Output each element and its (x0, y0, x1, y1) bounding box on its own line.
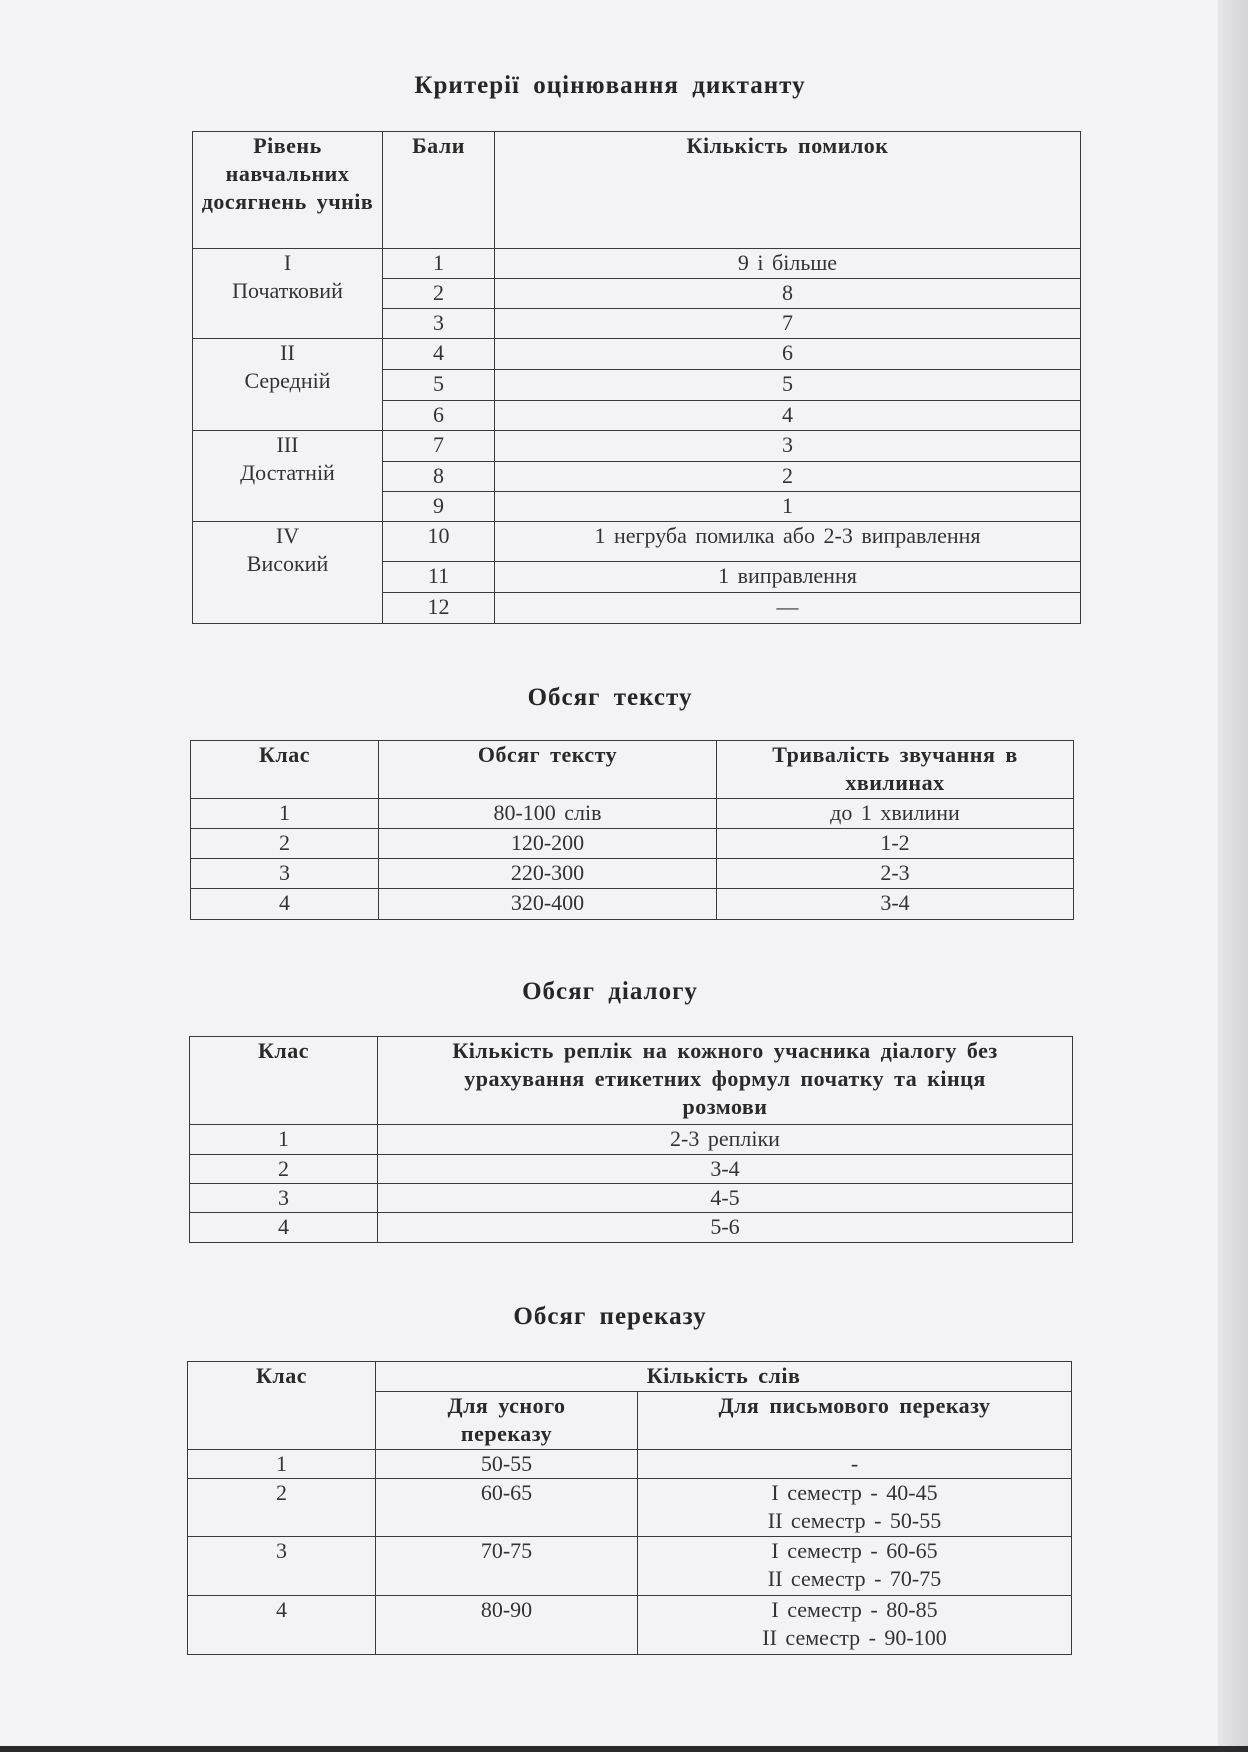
class-cell: 3 (190, 1184, 378, 1213)
header-duration: Тривалість звучання в хвилинах (717, 741, 1074, 799)
class-cell: 1 (188, 1450, 376, 1479)
table-row (191, 859, 1074, 889)
retelling-table (187, 1361, 1072, 1655)
table-row (188, 1596, 1072, 1655)
header-class: Клас (190, 1037, 378, 1125)
level-cell (193, 339, 383, 431)
table-row (193, 249, 1081, 279)
table-row (190, 1125, 1073, 1155)
level-roman: IV (275, 523, 300, 548)
level-roman: II (280, 340, 295, 365)
class-cell: 2 (191, 829, 379, 859)
errors-cell: 7 (495, 309, 1081, 339)
score-cell: 3 (383, 309, 495, 339)
replicas-cell: 3-4 (378, 1155, 1073, 1184)
score-cell: 10 (383, 522, 495, 562)
score-cell: 6 (383, 401, 495, 431)
written-line: I семестр - 40-45 (771, 1480, 938, 1505)
table-row (190, 1213, 1073, 1243)
duration-cell: 1-2 (717, 829, 1074, 859)
level-name: Початковий (232, 278, 343, 303)
written-cell (638, 1596, 1072, 1655)
header-text-volume: Обсяг тексту (379, 741, 717, 799)
score-cell: 5 (383, 370, 495, 401)
text-volume-table (190, 740, 1074, 920)
header-replicas: Кількість реплік на кожного учасника діалогу без урахування етикетних формул початку та кінця розмови (378, 1037, 1073, 1125)
errors-cell: 2 (495, 462, 1081, 492)
table-row (193, 431, 1081, 462)
volume-cell: 80-100 слів (379, 799, 717, 829)
table-row (191, 829, 1074, 859)
score-cell: 1 (383, 249, 495, 279)
errors-cell: 1 (495, 492, 1081, 522)
score-cell: 12 (383, 593, 495, 624)
oral-cell: 80-90 (376, 1596, 638, 1655)
dialogue-title: Обсяг діалогу (522, 978, 698, 1005)
text-volume-header-row (191, 741, 1074, 799)
oral-cell: 60-65 (376, 1479, 638, 1537)
duration-cell: 3-4 (717, 889, 1074, 920)
level-cell (193, 522, 383, 624)
errors-cell: 9 і більше (495, 249, 1081, 279)
level-name: Високий (246, 551, 329, 576)
page-bottom-edge (0, 1746, 1248, 1752)
table-row (193, 522, 1081, 562)
header-score: Бали (383, 132, 495, 249)
dictation-header-row (193, 132, 1081, 249)
written-line: II семестр - 70-75 (767, 1566, 942, 1591)
level-cell (193, 431, 383, 522)
written-line: II семестр - 50-55 (767, 1508, 942, 1533)
errors-cell: 1 негруба помилка або 2-3 виправлення (495, 522, 1081, 562)
text-volume-title: Обсяг тексту (527, 684, 693, 711)
class-cell: 3 (191, 859, 379, 889)
dialogue-header-row (190, 1037, 1073, 1125)
score-cell: 4 (383, 339, 495, 370)
class-cell: 2 (188, 1479, 376, 1537)
table-row (193, 339, 1081, 370)
page-edge-shadow (1218, 0, 1248, 1752)
class-cell: 4 (190, 1213, 378, 1243)
errors-cell: 5 (495, 370, 1081, 401)
oral-cell: 50-55 (376, 1450, 638, 1479)
class-cell: 4 (188, 1596, 376, 1655)
table-row (188, 1479, 1072, 1537)
header-level: Рівень навчальних досягнень учнів (193, 132, 383, 249)
written-cell (638, 1479, 1072, 1537)
volume-cell: 320-400 (379, 889, 717, 920)
errors-cell: 4 (495, 401, 1081, 431)
errors-cell: 1 виправлення (495, 562, 1081, 593)
duration-cell: 2-3 (717, 859, 1074, 889)
errors-cell: 3 (495, 431, 1081, 462)
level-cell (193, 249, 383, 339)
dictation-title: Критерії оцінювання диктанту (414, 72, 806, 99)
volume-cell: 120-200 (379, 829, 717, 859)
class-cell: 3 (188, 1537, 376, 1596)
retelling-header-row (188, 1362, 1072, 1392)
score-cell: 2 (383, 279, 495, 309)
dialogue-table (189, 1036, 1073, 1243)
written-line: I семестр - 80-85 (771, 1597, 938, 1622)
level-roman: III (276, 432, 299, 457)
level-roman: I (283, 250, 292, 275)
table-row (188, 1537, 1072, 1596)
volume-cell: 220-300 (379, 859, 717, 889)
table-row (191, 889, 1074, 920)
score-cell: 8 (383, 462, 495, 492)
duration-cell: до 1 хвилини (717, 799, 1074, 829)
header-class: Клас (188, 1362, 376, 1450)
table-row (191, 799, 1074, 829)
header-class: Клас (191, 741, 379, 799)
class-cell: 4 (191, 889, 379, 920)
class-cell: 2 (190, 1155, 378, 1184)
replicas-cell: 4-5 (378, 1184, 1073, 1213)
score-cell: 9 (383, 492, 495, 522)
errors-cell: 6 (495, 339, 1081, 370)
class-cell: 1 (190, 1125, 378, 1155)
header-oral: Для усного переказу (376, 1392, 638, 1450)
table-row (190, 1155, 1073, 1184)
errors-cell: — (495, 593, 1081, 624)
header-written: Для письмового переказу (638, 1392, 1072, 1450)
header-errors: Кількість помилок (495, 132, 1081, 249)
replicas-cell: 5-6 (378, 1213, 1073, 1243)
retelling-title: Обсяг переказу (513, 1303, 707, 1330)
table-row (188, 1450, 1072, 1479)
written-line: II семестр - 90-100 (762, 1625, 947, 1650)
written-cell (638, 1450, 1072, 1479)
level-name: Достатній (240, 460, 335, 485)
written-line: I семестр - 60-65 (771, 1538, 938, 1563)
written-line: - (850, 1451, 859, 1476)
score-cell: 7 (383, 431, 495, 462)
dictation-table (192, 131, 1081, 624)
replicas-cell: 2-3 репліки (378, 1125, 1073, 1155)
level-name: Середній (244, 368, 331, 393)
class-cell: 1 (191, 799, 379, 829)
score-cell: 11 (383, 562, 495, 593)
table-row (190, 1184, 1073, 1213)
oral-cell: 70-75 (376, 1537, 638, 1596)
written-cell (638, 1537, 1072, 1596)
header-word-count: Кількість слів (376, 1362, 1072, 1392)
errors-cell: 8 (495, 279, 1081, 309)
